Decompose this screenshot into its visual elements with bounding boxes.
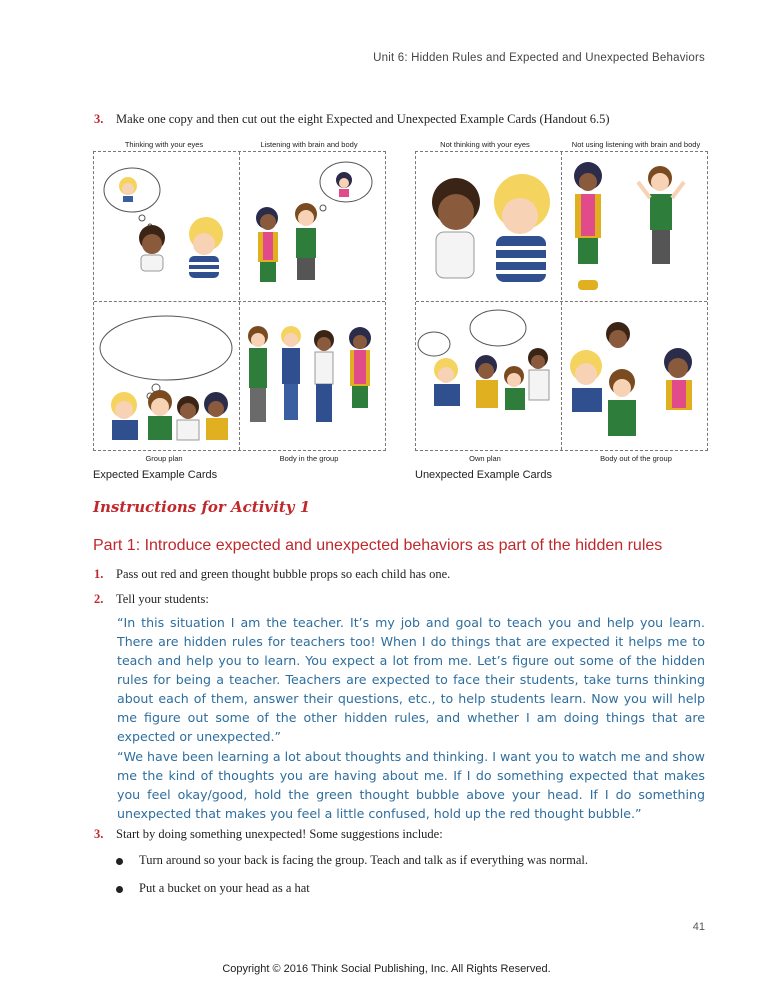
step-1 [94,566,450,582]
card-caption-listening-brain-body: Listening with brain and body [260,140,358,149]
bullet-item [116,881,310,896]
teacher-quote-1: “In this situation I am the teacher. It’s my job and goal to teach you and help you learn. There are hidden rules for teachers too! When I do things that are expected it helps me to teach and help you to learn. You expect a lot from me. Let’s figure out some of the hidden rules for being a teacher. Teachers are expected to face their students, take turns thinking about each of them, answer their questions, etc., to help students learn. Now you will help me figure out some of the other hidden rules, and whether I am doing things that are expected or unexpected.” [117,615,705,744]
thinking-with-eyes-illustration [104,168,223,278]
expected-cards-grid [93,151,386,451]
bullet-text: Put a bucket on your head as a hat [139,881,310,895]
step-2 [94,591,209,607]
step-number: 3. [94,827,104,841]
body-out-of-group-illustration [570,322,692,436]
group-plan-illustration [100,316,232,440]
card-caption-own-plan: Own plan [469,454,501,463]
part-1-title: Part 1: Introduce expected and unexpected behaviors as part of the hidden rules [93,537,663,554]
step-number: 1. [94,567,104,581]
step-text: Make one copy and then cut out the eight Expected and Unexpected Example Cards (Handout 6.5) [116,112,610,126]
own-plan-illustration [418,310,549,410]
expected-cards-illustrations [94,152,385,450]
listening-brain-body-illustration [256,162,372,282]
card-caption-body-in-group: Body in the group [279,454,339,463]
copyright-notice: Copyright © 2016 Think Social Publishing, Inc. All Rights Reserved. [222,963,551,975]
card-caption-body-out-of-group: Body out of the group [600,454,672,463]
running-header: Unit 6: Hidden Rules and Expected and Unexpected Behaviors [373,52,705,64]
bullet-icon [116,886,123,893]
activity-title: Instructions for Activity 1 [93,498,311,516]
step-3-start-unexpected [94,826,443,842]
not-thinking-with-eyes-illustration [432,174,550,282]
card-caption-group-plan: Group plan [145,454,183,463]
bullet-text: Turn around so your back is facing the group. Teach and talk as if everything was normal. [139,853,589,867]
step-number: 3. [94,112,104,126]
not-listening-illustration [574,162,684,290]
step-text: Tell your students: [116,592,209,606]
unexpected-cards-label: Unexpected Example Cards [415,469,552,481]
card-caption-not-thinking-with-eyes: Not thinking with your eyes [440,140,530,149]
bullet-icon [116,858,123,865]
step-text: Pass out red and green thought bubble props so each child has one. [116,567,451,581]
unexpected-cards-grid [415,151,708,451]
body-in-group-illustration [248,326,371,422]
step-number: 2. [94,592,104,606]
page-number: 41 [692,921,705,933]
teacher-quote-2: “We have been learning a lot about thoughts and thinking. I want you to watch me and show me the kind of thoughts you are having about me. If I do something expected that makes you feel okay/good, hold the green thought bubble above your head. If I do something unexpected that makes you feel a little confused, hold up the red thought bubble.” [117,749,705,821]
expected-cards-label: Expected Example Cards [93,469,218,481]
step-text: Start by doing something unexpected! Some suggestions include: [116,827,443,841]
unexpected-cards-illustrations [416,152,707,450]
card-caption-thinking-with-eyes: Thinking with your eyes [124,140,204,149]
bullet-item [116,853,588,868]
step-3-copy-cards [94,111,610,127]
card-caption-not-listening: Not using listening with brain and body [571,140,701,149]
